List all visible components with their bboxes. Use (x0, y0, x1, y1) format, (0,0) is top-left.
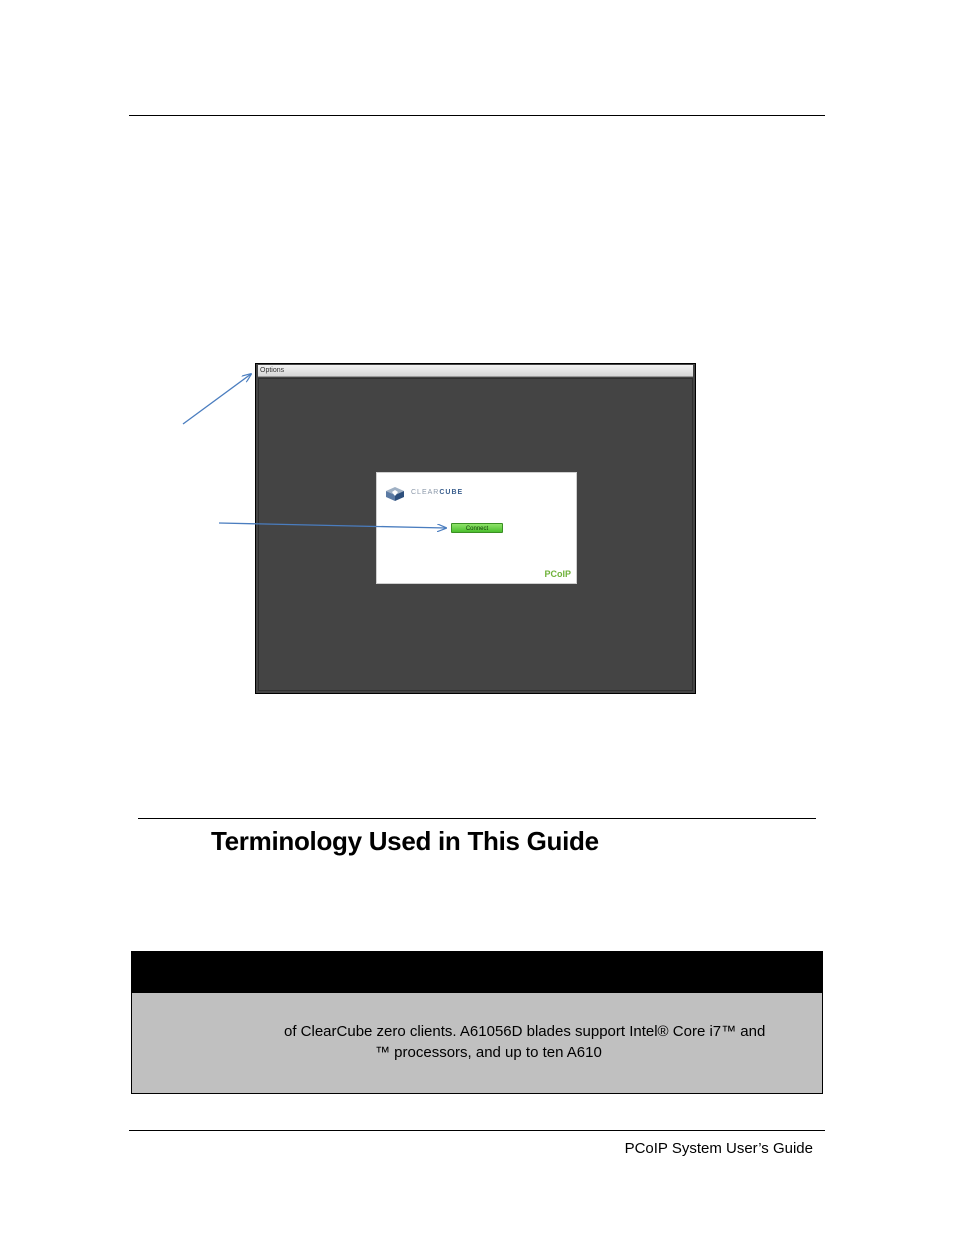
section-heading: Terminology Used in This Guide (211, 826, 599, 856)
screenshot-figure (255, 363, 696, 694)
options-menu[interactable]: Options (258, 365, 693, 377)
pcoip-logo: PCoIP (544, 569, 571, 579)
clearcube-wordmark: CLEARCUBE (411, 489, 464, 496)
table-header (132, 952, 822, 993)
table-text-line: ™ processors, and up to ten A610 (375, 1044, 602, 1061)
connect-button[interactable]: Connect (451, 523, 503, 533)
cube-icon (385, 486, 405, 502)
header-rule (129, 115, 825, 116)
login-panel (376, 472, 577, 584)
footer-title: PCoIP System User’s Guide (624, 1140, 813, 1157)
section-rule (138, 818, 816, 819)
terminology-table (131, 951, 823, 1094)
table-text-line: of ClearCube zero clients. A61056D blades support Intel® Core i7™ and (284, 1023, 766, 1040)
clearcube-logo (385, 486, 485, 502)
footer-rule (129, 1130, 825, 1131)
options-arrow (183, 374, 251, 424)
